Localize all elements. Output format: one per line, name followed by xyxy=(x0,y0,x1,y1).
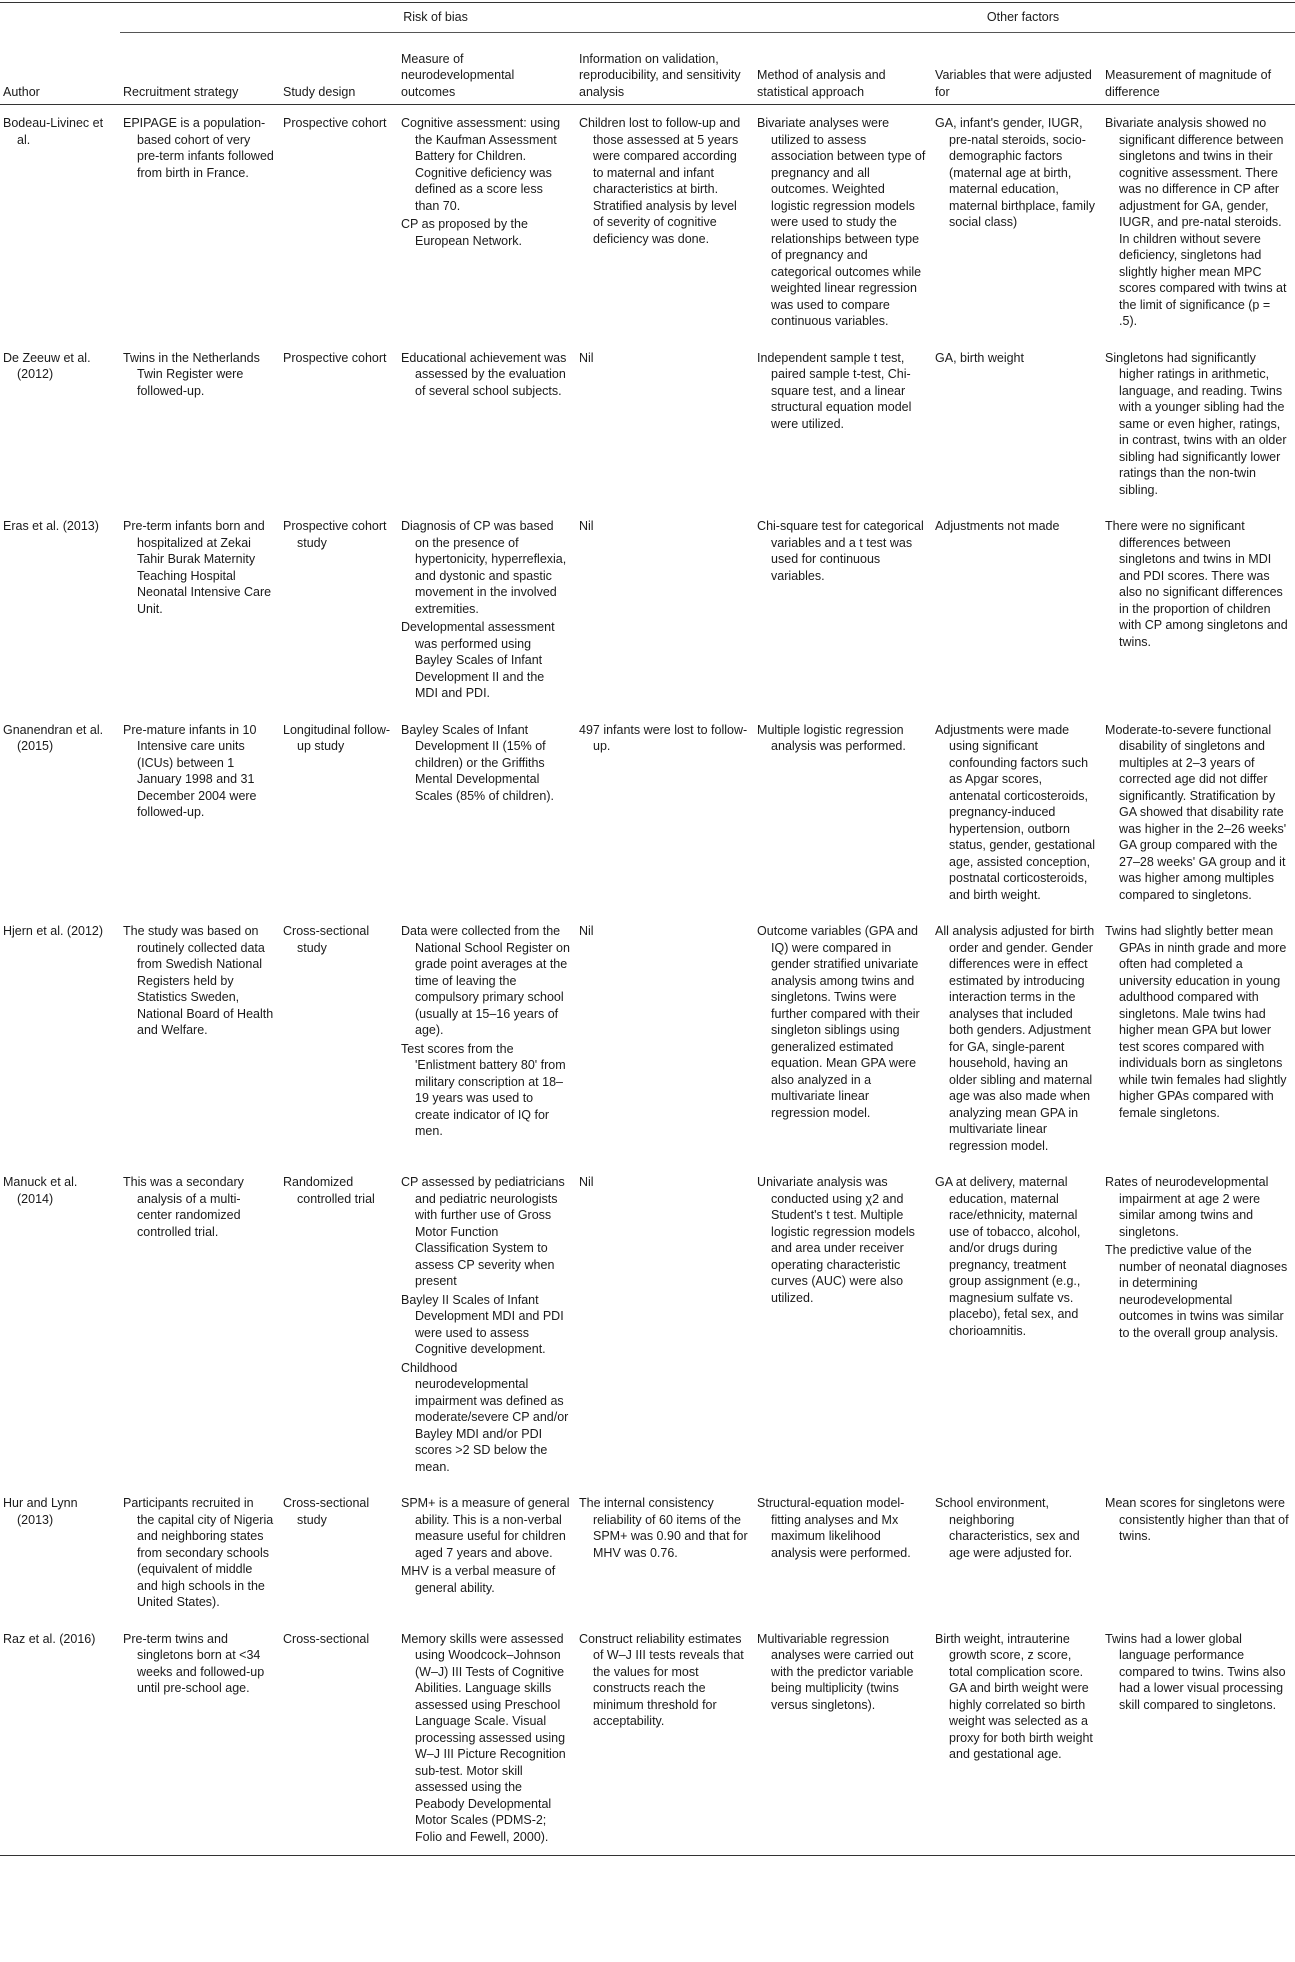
cell-validation xyxy=(576,712,754,914)
method-text: Univariate analysis was conducted using χ2 and Student's t test. Multiple logistic regression models and area under receiver operating characteristic curves (AUC) were also utilized. xyxy=(757,1175,915,1305)
cell-method xyxy=(754,913,932,1164)
cell-measure xyxy=(398,1164,576,1485)
recruitment-text: Pre-term twins and singletons born at <34 weeks and followed-up until pre-school age. xyxy=(123,1631,265,1695)
study-table xyxy=(0,2,1295,1856)
cell-recruitment xyxy=(120,1164,280,1485)
measure-paragraph: Test scores from the 'Enlistment battery 80' from military conscription at 18–19 years was used to create indicator of IQ for men. xyxy=(401,1041,566,1138)
cell-magnitude xyxy=(1102,340,1295,509)
cell-design xyxy=(280,712,398,914)
cell-validation xyxy=(576,340,754,509)
design-text: Cross-sectional study xyxy=(283,924,370,955)
table-row xyxy=(0,340,1295,509)
cell-recruitment xyxy=(120,712,280,914)
variables-text: School environment, neighboring characteristics, sex and age were adjusted for. xyxy=(935,1496,1080,1560)
magnitude-text: Moderate-to-severe functional disability of singletons and multiples at 2–3 years of corrected age did not differ significantly. Stratification by GA showed that disability rate was higher in the 2–26 weeks' GA group compared with the 27–28 weeks' GA group and it was higher among multiples compared to singletons. xyxy=(1105,722,1287,902)
header-validation: Information on validation, reproducibility, and sensitivity analysis xyxy=(576,32,754,105)
cell-measure xyxy=(398,913,576,1164)
cell-magnitude xyxy=(1102,913,1295,1164)
measure-paragraph: CP as proposed by the European Network. xyxy=(401,217,528,248)
cell-design xyxy=(280,1485,398,1621)
header-recruitment: Recruitment strategy xyxy=(120,32,280,105)
cell-method xyxy=(754,1164,932,1485)
variables-text: Adjustments were made using significant confounding factors such as Apgar scores, antenatal corticosteroids, pregnancy-induced hypertension, outborn status, gender, gestational age, assisted conception, postnatal corticosteroids, and birth weight. xyxy=(935,722,1095,902)
cell-recruitment xyxy=(120,1621,280,1856)
measure-paragraph: Educational achievement was assessed by the evaluation of several school subjects. xyxy=(401,350,567,398)
recruitment-text: Pre-term infants born and hospitalized at Zekai Tahir Burak Maternity Teaching Hospital Neonatal Intensive Care Unit. xyxy=(123,519,272,616)
table-row xyxy=(0,1485,1295,1621)
recruitment-text: Twins in the Netherlands Twin Register were followed-up. xyxy=(123,350,260,398)
validation-text: 497 infants were lost to follow-up. xyxy=(579,722,748,753)
cell-variables xyxy=(932,1621,1102,1856)
validation-text: Construct reliability estimates of W–J III tests reveals that the values for most constructs reach the minimum threshold for acceptability. xyxy=(579,1631,744,1728)
cell-validation xyxy=(576,1164,754,1485)
validation-text: The internal consistency reliability of 60 items of the SPM+ was 0.90 and that for MHV was 0.76. xyxy=(579,1496,748,1560)
cell-author xyxy=(0,712,120,914)
magnitude-text: Bivariate analysis showed no significant difference between singletons and twins in their cognitive assessment. There was no difference in CP after adjustment for GA, gender, IUGR, and pre-natal steroids. In children without severe deficiency, singletons had slightly higher mean MPC scores compared with twins at the limit of significance (p = .5). xyxy=(1105,116,1287,328)
cell-author xyxy=(0,1621,120,1856)
validation-text: Children lost to follow-up and those assessed at 5 years were compared according to maternal and infant characteristics at birth. Stratified analysis by level of severity of cognitive deficiency was done. xyxy=(579,116,741,246)
cell-measure xyxy=(398,340,576,509)
table-row xyxy=(0,508,1295,712)
cell-author xyxy=(0,105,120,340)
cell-variables xyxy=(932,1164,1102,1485)
design-text: Prospective cohort xyxy=(283,116,387,130)
cell-design xyxy=(280,508,398,712)
measure-paragraph: Data were collected from the National School Register on grade point averages at the time of leaving the compulsory primary school (usually at 15–16 years of age). xyxy=(401,924,570,1037)
recruitment-text: The study was based on routinely collected data from Swedish National Registers held by Statistics Sweden, National Board of Health and Welfare. xyxy=(123,924,274,1037)
validation-text: Nil xyxy=(579,1175,594,1189)
measure-paragraph: Memory skills were assessed using Woodcock–Johnson (W–J) III Tests of Cognitive Abilities. Language skills assessed using Preschool Language Scale. Visual processing assessed using W–J III Picture Recognition sub-test. Motor skill assessed using the Peabody Developmental Motor Scales (PDMS-2; Folio and Fewell, 2000). xyxy=(401,1631,566,1844)
cell-method xyxy=(754,1485,932,1621)
recruitment-text: This was a secondary analysis of a multi-center randomized controlled trial. xyxy=(123,1175,244,1239)
cell-measure xyxy=(398,508,576,712)
author-text: Bodeau-Livinec et al. xyxy=(3,116,104,147)
column-header-row xyxy=(0,32,1295,105)
measure-paragraph: Bayley Scales of Infant Development II (15% of children) or the Griffiths Mental Developmental Scales (85% of children). xyxy=(401,722,554,803)
validation-text: Nil xyxy=(579,519,594,533)
variables-text: Adjustments not made xyxy=(935,519,1060,533)
magnitude-text: Twins had slightly better mean GPAs in ninth grade and more often had completed a university education in young adulthood compared with singletons. Male twins had higher mean GPA but lower test scores compared with individuals born as singletons while twin females had slightly higher GPAs compared with female singletons. xyxy=(1105,924,1287,1120)
cell-method xyxy=(754,340,932,509)
cell-magnitude xyxy=(1102,1485,1295,1621)
design-text: Cross-sectional study xyxy=(283,1496,370,1527)
method-text: Outcome variables (GPA and IQ) were compared in gender stratified univariate analysis among twins and singletons. Twins were further compared with their singleton siblings using generalized estimated equation. Mean GPA were also analyzed in a multivariate linear regression model. xyxy=(757,924,920,1120)
cell-method xyxy=(754,712,932,914)
cell-magnitude xyxy=(1102,712,1295,914)
magnitude-paragraph: The predictive value of the number of neonatal diagnoses in determining neurodevelopmental outcomes in twins was similar to the overall group analysis. xyxy=(1105,1243,1288,1340)
cell-method xyxy=(754,508,932,712)
method-text: Independent sample t test, paired sample t-test, Chi-square test, and a linear structural equation model were utilized. xyxy=(757,350,912,431)
cell-validation xyxy=(576,508,754,712)
cell-author xyxy=(0,1485,120,1621)
header-method: Method of analysis and statistical approach xyxy=(754,32,932,105)
cell-design xyxy=(280,105,398,340)
author-text: Eras et al. (2013) xyxy=(3,519,99,533)
cell-author xyxy=(0,913,120,1164)
measure-paragraph: Bayley II Scales of Infant Development MDI and PDI were used to assess Cognitive development. xyxy=(401,1292,564,1356)
cell-variables xyxy=(932,1485,1102,1621)
cell-variables xyxy=(932,508,1102,712)
group-other-factors: Other factors xyxy=(754,3,1295,33)
cell-recruitment xyxy=(120,105,280,340)
cell-measure xyxy=(398,1485,576,1621)
group-risk-of-bias: Risk of bias xyxy=(120,3,754,33)
measure-paragraph: CP assessed by pediatricians and pediatric neurologists with further use of Gross Motor Function Classification System to assess CP severity when present xyxy=(401,1175,565,1288)
author-text: Raz et al. (2016) xyxy=(3,1631,96,1646)
header-measure: Measure of neurodevelopmental outcomes xyxy=(398,32,576,105)
cell-magnitude xyxy=(1102,105,1295,340)
recruitment-text: Participants recruited in the capital city of Nigeria and neighboring states from secondary schools (equivalent of middle and high schools in the United States). xyxy=(123,1496,274,1609)
magnitude-text: Mean scores for singletons were consistently higher than that of twins. xyxy=(1105,1496,1289,1543)
table-body xyxy=(0,105,1295,1856)
measure-paragraph: SPM+ is a measure of general ability. This is a non-verbal measure useful for children aged 7 years and above. xyxy=(401,1496,570,1560)
cell-method xyxy=(754,105,932,340)
cell-measure xyxy=(398,105,576,340)
magnitude-text: Singletons had significantly higher ratings in arithmetic, language, and reading. Twins with a younger sibling had the same or even higher, ratings, in contrast, twins with an older sibling had significantly lower ratings than the non-twin sibling. xyxy=(1105,350,1287,497)
variables-text: GA at delivery, maternal education, maternal race/ethnicity, maternal use of tobacco, alcohol, and/or drugs during pregnancy, treatment group assignment (e.g., magnesium sulfate vs. placebo), fetal sex, and chorioamnitis. xyxy=(935,1175,1081,1338)
author-text: Manuck et al. (2014) xyxy=(3,1175,78,1206)
measure-paragraph: MHV is a verbal measure of general ability. xyxy=(401,1564,556,1595)
variables-text: All analysis adjusted for birth order and gender. Gender differences were in effect estimated by introducing interaction terms in the analyses that included both genders. Adjustment for GA, single-parent household, having an older sibling and maternal age was also made when analyzing mean GPA in multivariate linear regression model. xyxy=(935,924,1095,1153)
method-text: Bivariate analyses were utilized to assess association between type of pregnancy and all outcomes. Weighted logistic regression models were used to study the relationships between type of pregnancy and categorical outcomes while weighted linear regression was used to compare continuous variables. xyxy=(757,116,926,328)
cell-variables xyxy=(932,340,1102,509)
recruitment-text: EPIPAGE is a population-based cohort of very pre-term infants followed from birth in France. xyxy=(123,116,274,180)
cell-variables xyxy=(932,913,1102,1164)
measure-paragraph: Diagnosis of CP was based on the presence of hypertonicity, hyperreflexia, and dystonic and spastic movement in the involved extremities. xyxy=(401,519,567,616)
cell-design xyxy=(280,340,398,509)
recruitment-text: Pre-mature infants in 10 Intensive care units (ICUs) between 1 January 1998 and 31 December 2004 were followed-up. xyxy=(123,722,257,819)
cell-design xyxy=(280,1164,398,1485)
cell-measure xyxy=(398,1621,576,1856)
cell-validation xyxy=(576,913,754,1164)
cell-magnitude xyxy=(1102,1621,1295,1856)
magnitude-text: Twins had a lower global language performance compared to twins. Twins also had a lower visual processing skill compared to singletons. xyxy=(1105,1631,1286,1712)
design-text: Longitudinal follow-up study xyxy=(283,722,391,753)
method-text: Chi-square test for categorical variables and a t test was used for continuous variables. xyxy=(757,519,924,583)
cell-magnitude xyxy=(1102,1164,1295,1485)
magnitude-text: There were no significant differences between singletons and twins in MDI and PDI scores. There was also no significant differences in the proportion of children with CP among singletons and twins. xyxy=(1105,519,1288,649)
cell-author xyxy=(0,1164,120,1485)
design-text: Prospective cohort xyxy=(283,350,387,365)
variables-text: Birth weight, intrauterine growth score, z score, total complication score. GA and birth weight were highly correlated so birth weight was selected as a proxy for both birth weight and gestational age. xyxy=(935,1631,1093,1761)
method-text: Multivariable regression analyses were carried out with the predictor variable being multiplicity (twins versus singletons). xyxy=(757,1631,914,1712)
cell-recruitment xyxy=(120,340,280,509)
group-header-row xyxy=(0,3,1295,33)
cell-validation xyxy=(576,1621,754,1856)
cell-validation xyxy=(576,105,754,340)
table-row xyxy=(0,1621,1295,1856)
design-text: Randomized controlled trial xyxy=(283,1175,375,1206)
measure-paragraph: Cognitive assessment: using the Kaufman Assessment Battery for Children. Cognitive deficiency was defined as a score less than 70. xyxy=(401,116,561,213)
author-text: Hjern et al. (2012) xyxy=(3,924,104,938)
cell-design xyxy=(280,913,398,1164)
cell-author xyxy=(0,508,120,712)
cell-variables xyxy=(932,712,1102,914)
measure-paragraph: Childhood neurodevelopmental impairment was defined as moderate/severe CP and/or Bayley MDI and/or PDI scores >2 SD below the mean. xyxy=(401,1360,569,1474)
table-row xyxy=(0,712,1295,914)
variables-text: GA, infant's gender, IUGR, pre-natal steroids, socio-demographic factors (maternal age at birth, maternal education, maternal birthplace, family social class) xyxy=(935,116,1095,229)
magnitude-paragraph: Rates of neurodevelopmental impairment at age 2 were similar among twins and singletons. xyxy=(1105,1175,1269,1239)
design-text: Prospective cohort study xyxy=(283,519,387,550)
cell-validation xyxy=(576,1485,754,1621)
table-row xyxy=(0,1164,1295,1485)
measure-paragraph: Developmental assessment was performed using Bayley Scales of Infant Development II and the MDI and PDI. xyxy=(401,620,555,700)
table-row xyxy=(0,105,1295,340)
validation-text: Nil xyxy=(579,350,594,365)
author-text: De Zeeuw et al. (2012) xyxy=(3,350,91,381)
table-row xyxy=(0,913,1295,1164)
cell-recruitment xyxy=(120,508,280,712)
author-text: Hur and Lynn (2013) xyxy=(3,1496,78,1527)
author-text: Gnanendran et al. (2015) xyxy=(3,722,104,753)
cell-recruitment xyxy=(120,913,280,1164)
cell-variables xyxy=(932,105,1102,340)
method-text: Multiple logistic regression analysis was performed. xyxy=(757,722,906,753)
cell-author xyxy=(0,340,120,509)
header-author: Author xyxy=(0,32,120,105)
header-magnitude: Measurement of magnitude of difference xyxy=(1102,32,1295,105)
design-text: Cross-sectional xyxy=(283,1631,370,1646)
header-design: Study design xyxy=(280,32,398,105)
cell-method xyxy=(754,1621,932,1856)
cell-measure xyxy=(398,712,576,914)
validation-text: Nil xyxy=(579,924,594,938)
cell-recruitment xyxy=(120,1485,280,1621)
cell-magnitude xyxy=(1102,508,1295,712)
variables-text: GA, birth weight xyxy=(935,350,1024,365)
cell-design xyxy=(280,1621,398,1856)
header-variables: Variables that were adjusted for xyxy=(932,32,1102,105)
method-text: Structural-equation model-fitting analyses and Mx maximum likelihood analysis were performed. xyxy=(757,1496,911,1560)
